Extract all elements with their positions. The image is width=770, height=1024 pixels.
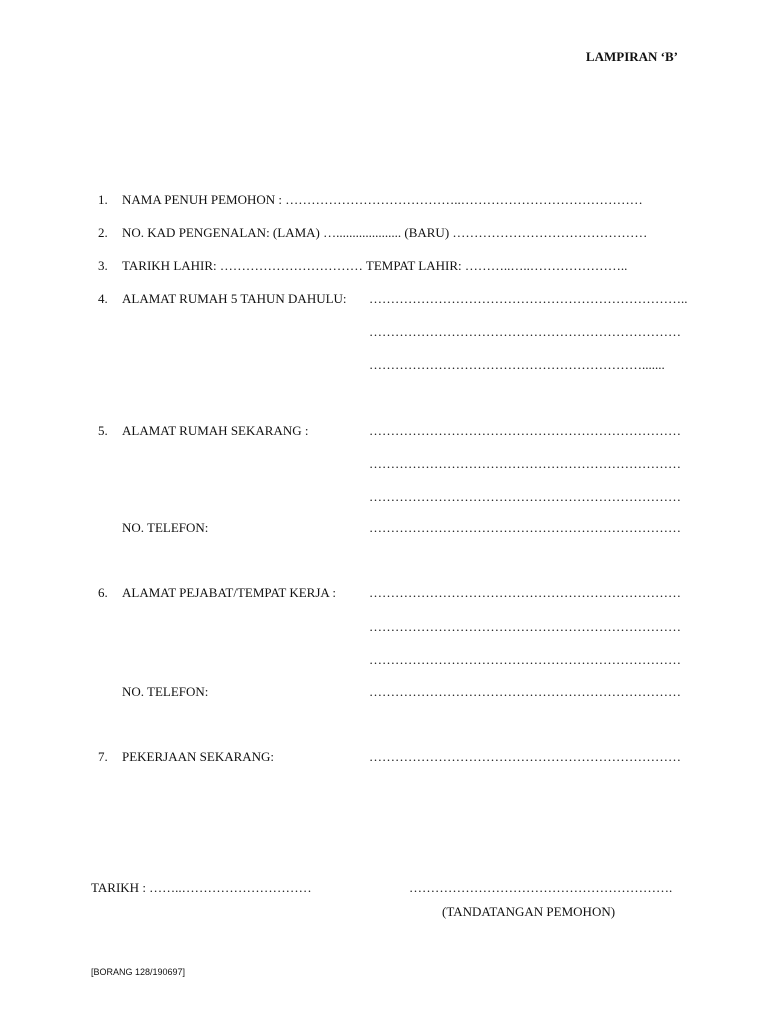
item-7-occupation-line: ………………………………………………………………	[369, 749, 681, 764]
item-1-full-name-line: NAMA PENUH PEMOHON : …………………………………..……………………………………	[122, 192, 643, 207]
date-field: TARIKH : ……..…………………………	[91, 880, 312, 895]
item-4-address-line-2: ………………………………………………………………	[369, 324, 681, 339]
item-6-address-line-3: ………………………………………………………………	[369, 652, 681, 667]
item-6-address-line-1: ………………………………………………………………	[369, 585, 681, 600]
item-4-address-line-1: ………………………………………………………………..	[369, 291, 688, 306]
item-4-number: 4.	[98, 291, 108, 306]
form-code: [BORANG 128/190697]	[91, 967, 186, 977]
item-6-phone-label: NO. TELEFON:	[122, 684, 209, 699]
signature-line: …………………………………………………….	[409, 880, 673, 895]
item-4-address-line-3: ……………………………………………………….......	[369, 357, 665, 372]
item-6-address-line-2: ………………………………………………………………	[369, 619, 681, 634]
item-5-address-line-2: ………………………………………………………………	[369, 456, 681, 471]
item-6-number: 6.	[98, 585, 108, 600]
item-7-label: PEKERJAAN SEKARANG:	[122, 749, 275, 764]
item-6-phone-line: ………………………………………………………………	[369, 684, 681, 699]
item-2-number: 2.	[98, 225, 108, 240]
item-3-birth-line: TARIKH LAHIR: …………………………… TEMPAT LAHIR: ………..…..…………………..	[122, 258, 628, 273]
item-5-number: 5.	[98, 423, 108, 438]
item-5-address-line-3: ………………………………………………………………	[369, 489, 681, 504]
item-4-label: ALAMAT RUMAH 5 TAHUN DAHULU:	[122, 291, 347, 306]
item-5-address-line-1: ………………………………………………………………	[369, 423, 681, 438]
item-2-ic-number-line: NO. KAD PENGENALAN: (LAMA) ….................... (BARU) ………………………………………	[122, 225, 648, 240]
item-5-phone-line: ………………………………………………………………	[369, 520, 681, 535]
signature-caption: (TANDATANGAN PEMOHON)	[442, 904, 616, 919]
item-1-number: 1.	[98, 192, 108, 207]
item-7-number: 7.	[98, 749, 108, 764]
item-5-phone-label: NO. TELEFON:	[122, 520, 209, 535]
item-3-number: 3.	[98, 258, 108, 273]
item-5-label: ALAMAT RUMAH SEKARANG :	[122, 423, 309, 438]
attachment-label: LAMPIRAN ‘B’	[585, 49, 678, 64]
item-6-label: ALAMAT PEJABAT/TEMPAT KERJA :	[122, 585, 336, 600]
